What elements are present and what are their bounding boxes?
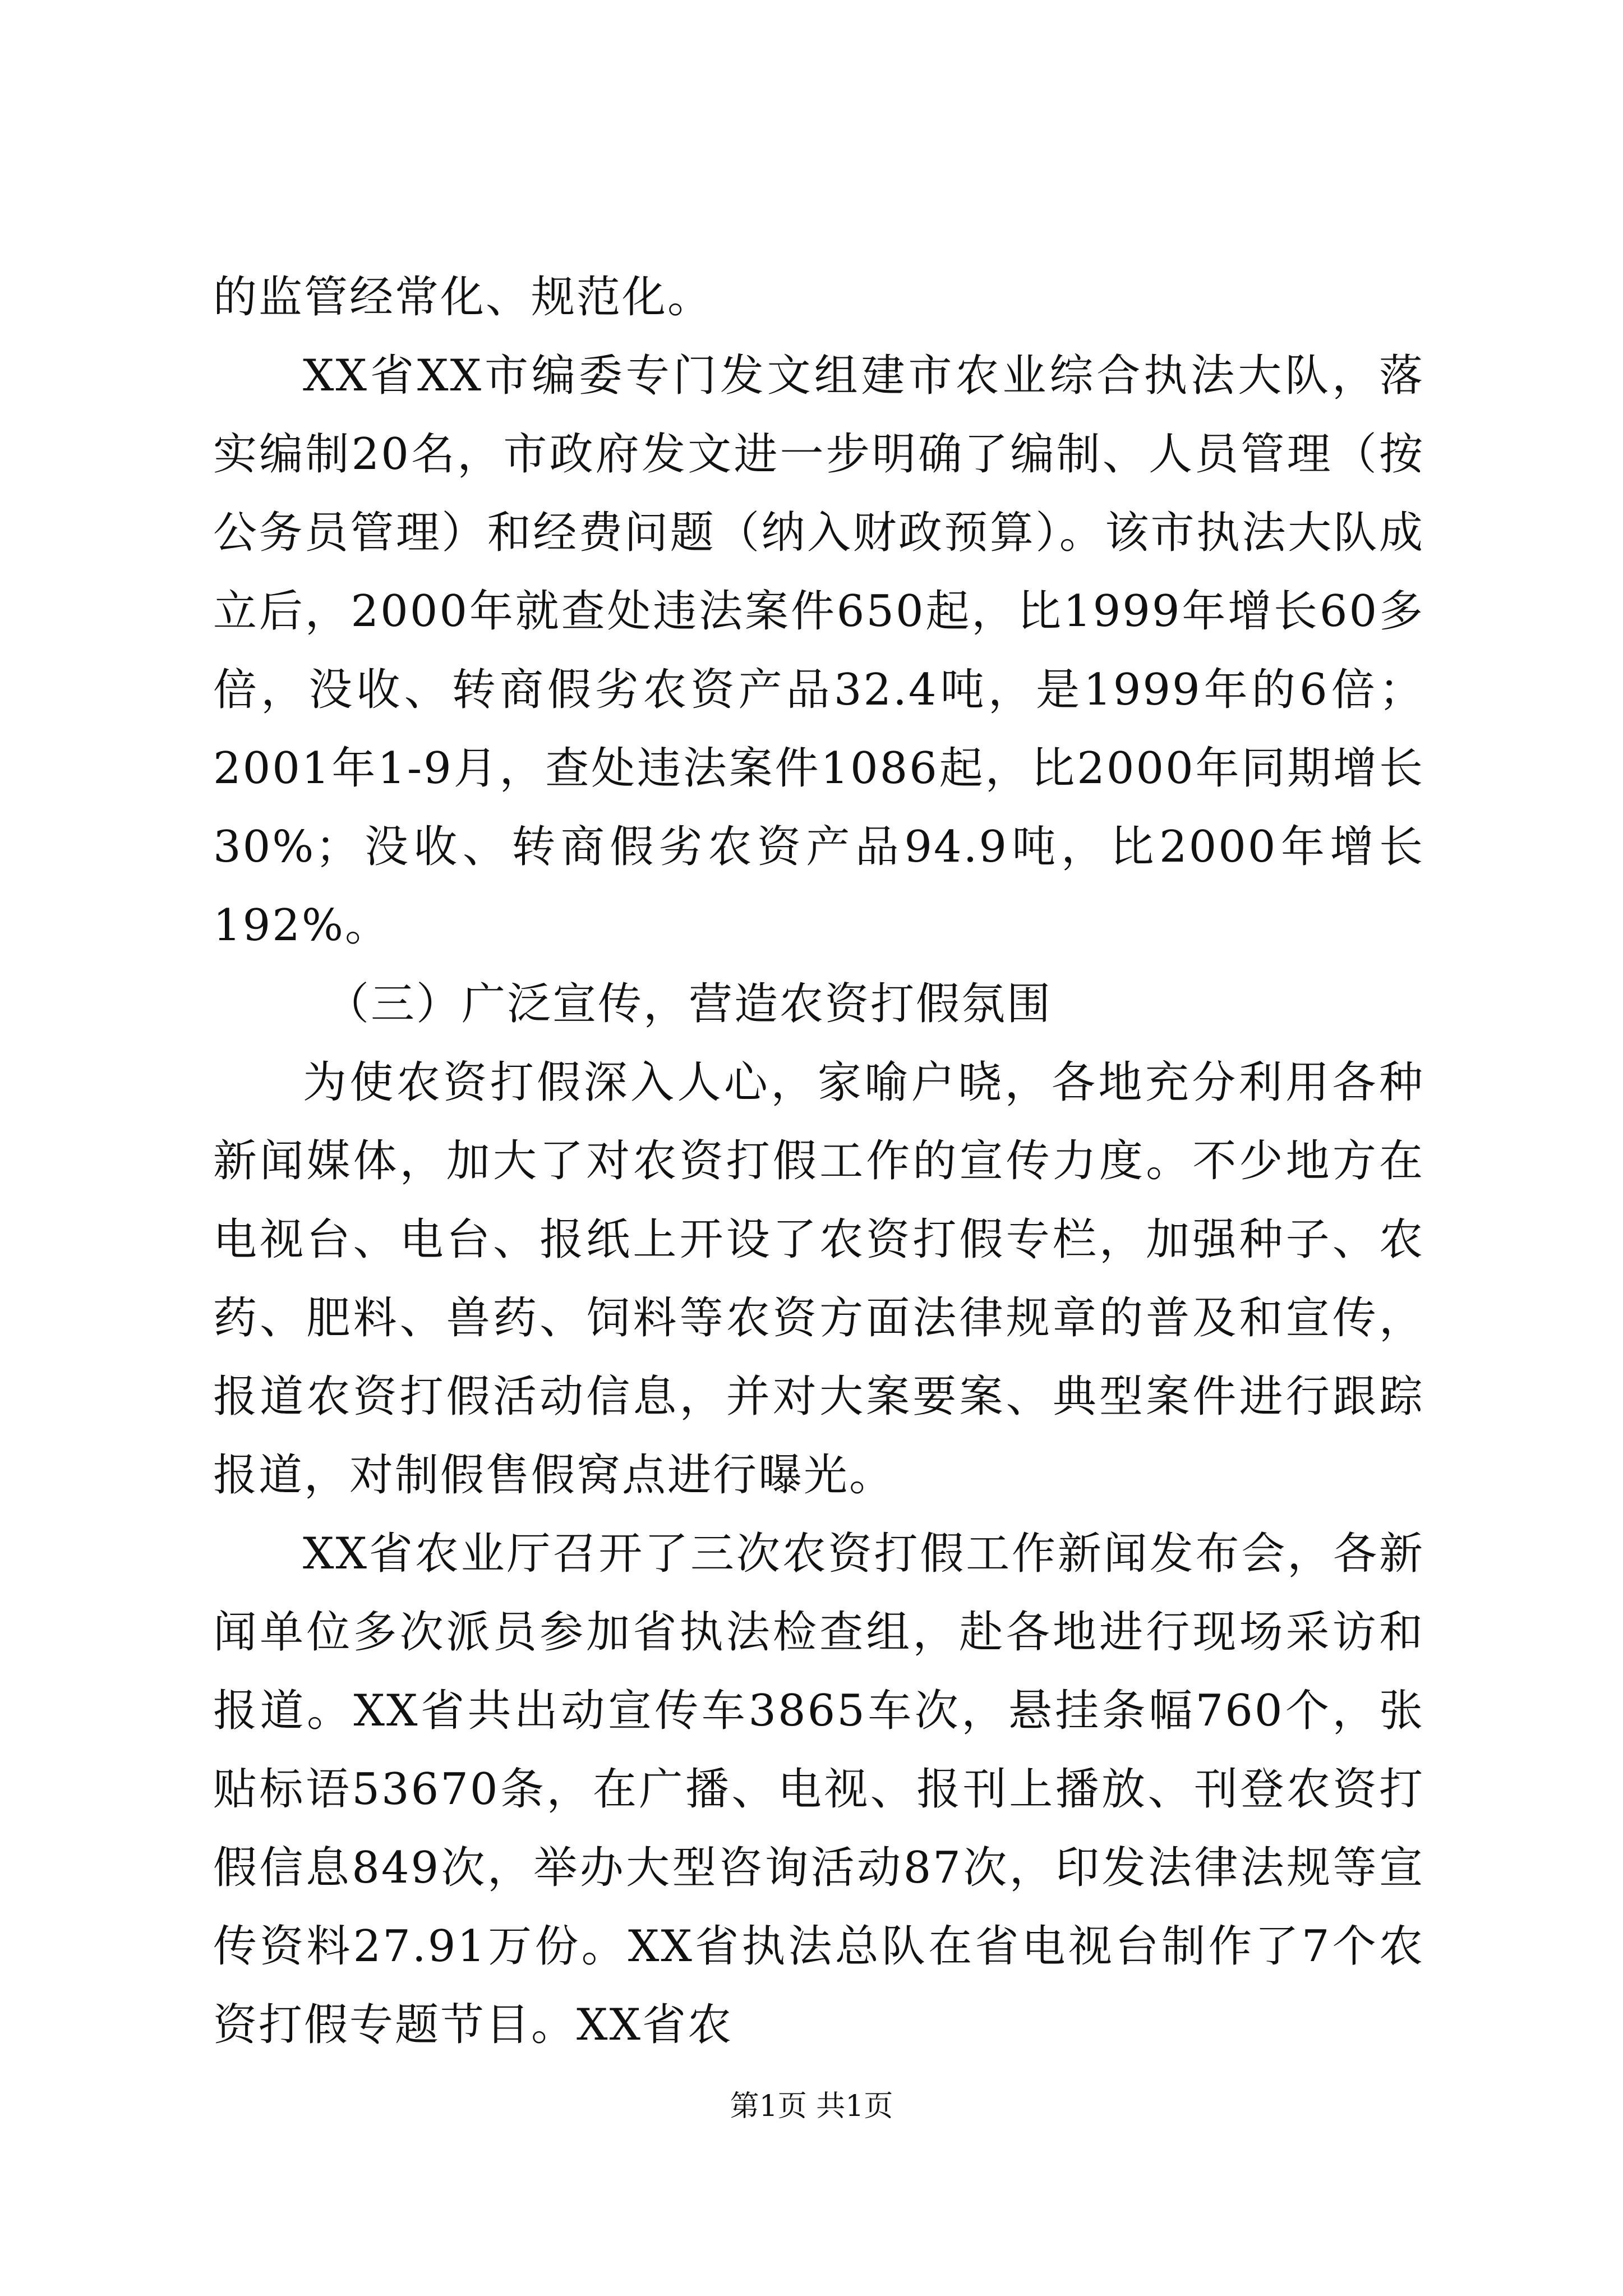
section-heading: （三）广泛宣传，营造农资打假氛围 (325, 979, 1053, 1029)
paragraph-press-conference: XX省农业厅召开了三次农资打假工作新闻发布会，各新闻单位多次派员参加省执法检查组，赴各地进行现场采访和报道。XX省共出动宣传车3865车次，悬挂条幅760个，张贴标语53670条，在广播、电视、报刊上播放、刊登农资打假信息849次，举办大型咨询活动87次，印发法律法规等宣传资料27.91万份。XX省执法总队在省电视台制作了7个农资打假专题节目。XX省农 (213, 1529, 1424, 2050)
page-footer: 第1页 共1页 (730, 2090, 893, 2123)
paragraph-enforcement-team: XX省XX市编委专门发文组建市农业综合执法大队，落实编制20名，市政府发文进一步明确了编制、人员管理（按公务员管理）和经费问题（纳入财政预算）。该市执法大队成立后，2000年就查处违法案件650起，比1999年增长60多倍，没收、转商假劣农资产品32.4吨，是1999年的6倍；2001年1-9月，查处违法案件1086起，比2000年同期增长30%；没收、转商假劣农资产品94.9吨，比2000年增长192%。 (213, 351, 1424, 951)
document-body (213, 258, 1424, 2064)
paragraph-media-publicity: 为使农资打假深入人心，家喻户晓，各地充分利用各种新闻媒体，加大了对农资打假工作的宣传力度。不少地方在电视台、电台、报纸上开设了农资打假专栏，加强种子、农药、肥料、兽药、饲料等农资方面法律规章的普及和宣传，报道农资打假活动信息，并对大案要案、典型案件进行跟踪报道，对制假售假窝点进行曝光。 (213, 1057, 1424, 1501)
paragraph-continuation: 的监管经常化、规范化。 (213, 272, 713, 323)
